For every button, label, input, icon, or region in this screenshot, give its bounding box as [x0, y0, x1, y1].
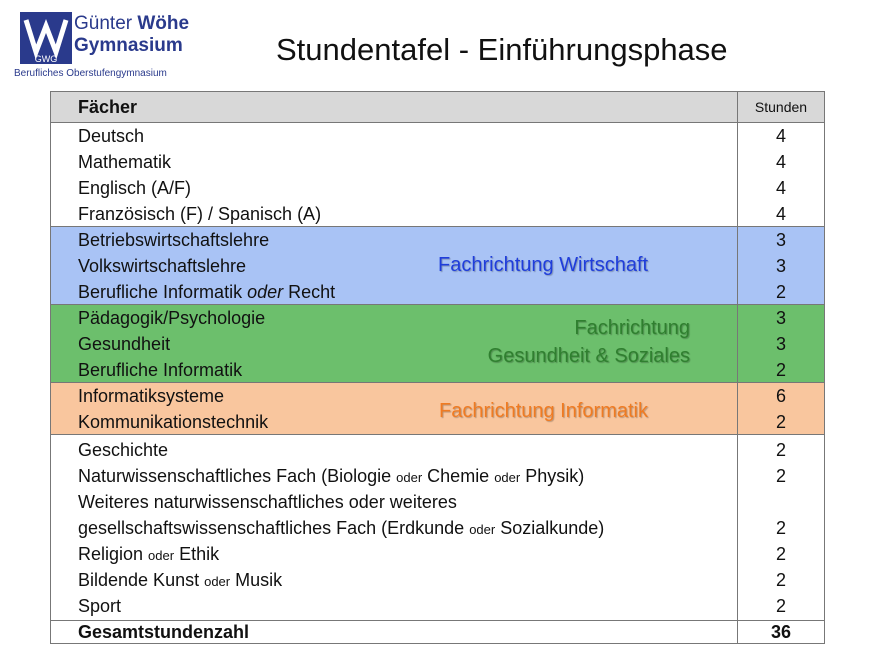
hours-cell: 2	[775, 412, 786, 432]
timetable	[50, 91, 825, 644]
subject-text: Bildende Kunst	[78, 570, 205, 590]
hours-cell: 2	[775, 518, 786, 538]
svg-text:GWG: GWG	[34, 54, 58, 64]
subject-cell: Gesundheit	[78, 334, 171, 354]
divider	[51, 226, 824, 227]
divider	[51, 620, 824, 621]
or-word: oder	[247, 282, 284, 302]
hours-cell: 3	[775, 256, 786, 276]
subject-cell: Pädagogik/Psychologie	[78, 308, 266, 328]
hours-cell: 2	[775, 360, 786, 380]
subject-text: Physik)	[520, 466, 585, 486]
hours-cell: 2	[775, 596, 786, 616]
subject-text: Berufliche Informatik	[78, 282, 248, 302]
hours-cell: 6	[775, 386, 786, 406]
subject-text: Sozialkunde)	[495, 518, 605, 538]
subject-cell	[78, 466, 584, 487]
divider	[51, 304, 824, 305]
label-fachrichtung-wirtschaft: Fachrichtung Wirtschaft	[438, 254, 649, 276]
subject-cell: Volkswirtschaftslehre	[78, 256, 247, 276]
logo-subtitle: Berufliches Oberstufengymnasium	[14, 68, 167, 79]
logo-school: Gymnasium	[74, 35, 183, 56]
label-fachrichtung-gesundheit-line1: Fachrichtung	[574, 317, 690, 339]
subject-cell	[78, 518, 604, 539]
label-fachrichtung-informatik: Fachrichtung Informatik	[439, 400, 648, 422]
hours-cell: 2	[775, 440, 786, 460]
or-word: oder	[469, 522, 496, 537]
subject-cell	[78, 570, 282, 591]
school-logo	[14, 10, 229, 82]
total-hours: 36	[770, 622, 792, 642]
subject-text: gesellschaftswissenschaftliches Fach (Erdkunde	[78, 518, 470, 538]
hours-cell: 2	[775, 570, 786, 590]
subject-cell	[78, 282, 335, 303]
hours-cell: 2	[775, 466, 786, 486]
subject-text: Ethik	[174, 544, 220, 564]
hours-cell: 3	[775, 308, 786, 328]
divider	[51, 434, 824, 435]
hours-cell: 3	[775, 334, 786, 354]
table-header	[51, 92, 824, 122]
page-title: Stundentafel - Einführungsphase	[276, 32, 728, 67]
hours-cell: 4	[775, 126, 786, 146]
label-fachrichtung-gesundheit-line2: Gesundheit & Soziales	[487, 345, 690, 367]
or-word: oder	[148, 548, 175, 563]
or-word: oder	[204, 574, 231, 589]
subject-cell: Weiteres naturwissenschaftliches oder weiteres	[78, 492, 457, 512]
total-label: Gesamtstundenzahl	[78, 622, 250, 642]
header-hours: Stunden	[754, 99, 808, 115]
subject-cell: Mathematik	[78, 152, 172, 172]
or-word: oder	[494, 470, 521, 485]
subject-text: Chemie	[422, 466, 495, 486]
divider	[51, 382, 824, 383]
logo-last-name: Wöhe	[137, 13, 190, 34]
subject-text: Religion	[78, 544, 149, 564]
subject-cell: Deutsch	[78, 126, 145, 146]
logo-first-name: Günter	[74, 13, 133, 34]
subject-cell: Kommunikationstechnik	[78, 412, 269, 432]
column-divider	[737, 92, 738, 643]
hours-cell: 2	[775, 544, 786, 564]
divider	[51, 122, 824, 123]
or-word: oder	[396, 470, 423, 485]
subject-cell: Sport	[78, 596, 122, 616]
logo-name	[74, 14, 189, 34]
subject-cell: Geschichte	[78, 440, 169, 460]
gwg-logo-icon	[20, 12, 72, 64]
hours-cell: 4	[775, 178, 786, 198]
hours-cell: 4	[775, 204, 786, 224]
subject-cell: Betriebswirtschaftslehre	[78, 230, 270, 250]
subject-text: Musik	[230, 570, 283, 590]
subject-cell: Englisch (A/F)	[78, 178, 192, 198]
subject-cell	[78, 544, 219, 565]
subject-text: Naturwissenschaftliches Fach (Biologie	[78, 466, 397, 486]
hours-cell: 4	[775, 152, 786, 172]
subject-text: Recht	[283, 282, 336, 302]
subject-cell: Berufliche Informatik	[78, 360, 243, 380]
header-subject: Fächer	[78, 97, 138, 117]
subject-cell: Französisch (F) / Spanisch (A)	[78, 204, 322, 224]
hours-cell: 2	[775, 282, 786, 302]
hours-cell: 3	[775, 230, 786, 250]
subject-cell: Informatiksysteme	[78, 386, 225, 406]
